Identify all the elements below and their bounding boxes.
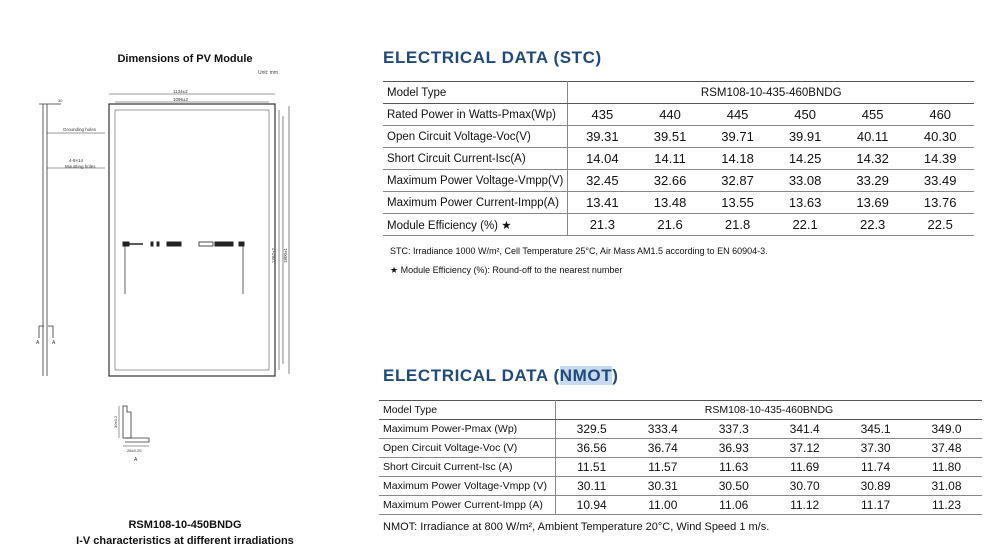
iv-characteristics-title: I-V characteristics at different irradiations	[76, 535, 294, 547]
side-profile	[39, 98, 63, 376]
cell: 30.31	[627, 477, 698, 496]
cell: 11.57	[627, 458, 698, 477]
table-row	[379, 458, 982, 477]
cell: 39.51	[636, 126, 704, 148]
cell: 21.3	[568, 214, 636, 236]
cell: 13.55	[704, 192, 772, 214]
cell: 11.69	[769, 458, 840, 477]
cell: 33.29	[839, 170, 907, 192]
cell: 36.93	[698, 439, 769, 458]
row-label: Module Efficiency (%) ★	[383, 214, 568, 236]
cell: 22.3	[839, 214, 907, 236]
cell: 30.11	[556, 477, 628, 496]
table-row	[383, 148, 974, 170]
row-label: Maximum Power Current-Impp (A)	[379, 496, 556, 515]
table-header-row	[383, 82, 974, 104]
cell: 14.11	[636, 148, 704, 170]
cell: 341.4	[769, 420, 840, 439]
cell: 31.08	[911, 477, 982, 496]
cell: 30.89	[840, 477, 911, 496]
row-label: Rated Power in Watts-Pmax(Wp)	[383, 104, 568, 126]
cell: 435	[568, 104, 636, 126]
width-outer-label: 1134±2	[173, 89, 188, 94]
nmot-title-prefix: ELECTRICAL DATA (	[383, 366, 560, 385]
cell: 11.23	[911, 496, 982, 515]
table-row	[383, 170, 974, 192]
cell: 13.48	[636, 192, 704, 214]
cell: 337.3	[698, 420, 769, 439]
cell: 21.8	[704, 214, 772, 236]
section-a-left: A	[36, 340, 40, 346]
iv-model-title: RSM108-10-450BNDG	[128, 519, 242, 531]
table-row	[379, 477, 982, 496]
dimensions-title: Dimensions of PV Module	[117, 53, 253, 65]
nmot-table	[379, 400, 982, 515]
table-row	[383, 126, 974, 148]
cell: 11.63	[698, 458, 769, 477]
cell: 345.1	[840, 420, 911, 439]
row-label: Open Circuit Voltage-Voc (V)	[379, 439, 556, 458]
row-label: Maximum Power Current-Impp(A)	[383, 192, 568, 214]
cell: 450	[771, 104, 839, 126]
cell: 11.74	[840, 458, 911, 477]
cell: 14.39	[906, 148, 974, 170]
cell: 37.12	[769, 439, 840, 458]
stc-table	[383, 81, 974, 236]
frame-section-width: 28±0.25	[127, 448, 142, 453]
cell: 36.74	[627, 439, 698, 458]
cell: 39.71	[704, 126, 772, 148]
junction-box	[123, 242, 244, 294]
cell: 10.94	[556, 496, 628, 515]
cell: 33.49	[906, 170, 974, 192]
table-row	[379, 420, 982, 439]
table-row	[379, 439, 982, 458]
mounting-holes-label: Mounting holes	[65, 164, 96, 169]
cell: 11.06	[698, 496, 769, 515]
cell: 11.00	[627, 496, 698, 515]
row-label: Short Circuit Current-Isc (A)	[379, 458, 556, 477]
nmot-title	[383, 366, 618, 386]
module-dimension-drawing	[25, 88, 345, 468]
cell: 32.66	[636, 170, 704, 192]
cell: 349.0	[911, 420, 982, 439]
cell: 30.70	[769, 477, 840, 496]
height-inner-label: 1800±1	[283, 248, 288, 263]
cell: 440	[636, 104, 704, 126]
nmot-title-highlight: NMOT	[559, 366, 613, 385]
cell: 32.45	[568, 170, 636, 192]
table-row	[379, 496, 982, 515]
model-type-label: Model Type	[379, 401, 556, 420]
table-row	[383, 214, 974, 236]
table-row	[383, 104, 974, 126]
nmot-note: NMOT: Irradiance at 800 W/m², Ambient Temperature 20°C, Wind Speed 1 m/s.	[383, 521, 770, 533]
unit-label: Unit: mm	[258, 70, 278, 76]
cell: 39.91	[771, 126, 839, 148]
cell: 40.30	[906, 126, 974, 148]
cell: 22.5	[906, 214, 974, 236]
panel-frame	[109, 104, 275, 376]
row-label: Short Circuit Current-Isc(A)	[383, 148, 568, 170]
cell: 30.50	[698, 477, 769, 496]
grounding-holes-label: Grounding holes	[63, 127, 97, 132]
table-row	[383, 192, 974, 214]
mounting-holes-count: 4-9×14	[69, 158, 84, 163]
model-name: RSM108-10-435-460BNDG	[556, 401, 983, 420]
width-inner-label: 1096±2	[173, 97, 188, 102]
height-label: 1762±2	[271, 248, 276, 263]
cell: 11.80	[911, 458, 982, 477]
row-label: Maximum Power Voltage-Vmpp (V)	[379, 477, 556, 496]
cell: 13.41	[568, 192, 636, 214]
cell: 13.69	[839, 192, 907, 214]
frame-depth-label: 30	[58, 98, 63, 103]
frame-cross-section	[119, 406, 149, 446]
row-label: Open Circuit Voltage-Voc(V)	[383, 126, 568, 148]
cell: 455	[839, 104, 907, 126]
stc-title: ELECTRICAL DATA (STC)	[383, 48, 602, 67]
cell: 36.56	[556, 439, 628, 458]
stc-note: STC: Irradiance 1000 W/m², Cell Temperature 25°C, Air Mass AM1.5 according to EN 60904-3.	[390, 246, 768, 256]
cell: 37.48	[911, 439, 982, 458]
cell: 13.63	[771, 192, 839, 214]
cell: 39.31	[568, 126, 636, 148]
cell: 13.76	[906, 192, 974, 214]
section-a-right: A	[52, 340, 56, 346]
model-name: RSM108-10-435-460BNDG	[568, 82, 974, 104]
cell: 14.18	[704, 148, 772, 170]
cell: 11.17	[840, 496, 911, 515]
cell: 333.4	[627, 420, 698, 439]
row-label: Maximum Power Voltage-Vmpp(V)	[383, 170, 568, 192]
cell: 32.87	[704, 170, 772, 192]
cell: 37.30	[840, 439, 911, 458]
cell: 11.12	[769, 496, 840, 515]
cell: 21.6	[636, 214, 704, 236]
cell: 445	[704, 104, 772, 126]
section-marks	[39, 326, 53, 338]
model-type-label: Model Type	[383, 82, 568, 104]
cell: 14.04	[568, 148, 636, 170]
table-header-row	[379, 401, 982, 420]
cell: 33.08	[771, 170, 839, 192]
efficiency-note: ★ Module Efficiency (%): Round-off to the nearest number	[390, 265, 623, 275]
cell: 460	[906, 104, 974, 126]
cell: 14.25	[771, 148, 839, 170]
nmot-title-suffix: )	[612, 366, 619, 385]
cell: 329.5	[556, 420, 628, 439]
row-label: Maximum Power-Pmax (Wp)	[379, 420, 556, 439]
frame-section-height: 30±0.2	[113, 415, 118, 428]
section-a-bottom: A	[134, 457, 138, 463]
cell: 40.11	[839, 126, 907, 148]
cell: 22.1	[771, 214, 839, 236]
cell: 14.32	[839, 148, 907, 170]
cell: 11.51	[556, 458, 628, 477]
